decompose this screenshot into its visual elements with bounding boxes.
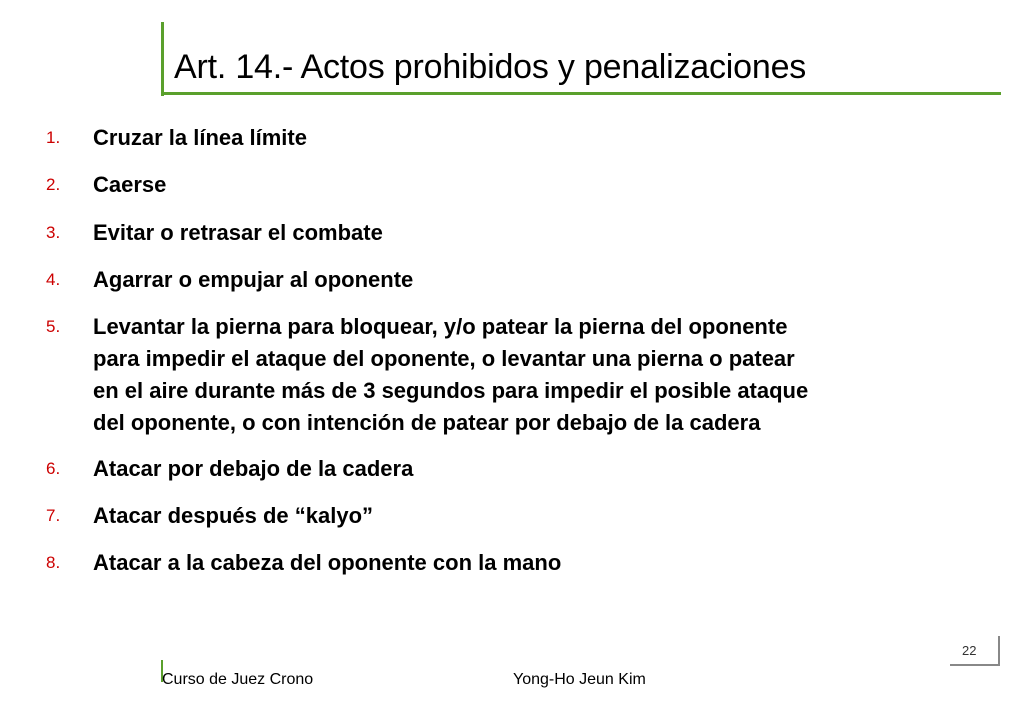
title-accent-vertical-line [161, 22, 164, 96]
list-item-line: Levantar la pierna para bloquear, y/o patear la pierna del oponente [93, 314, 788, 339]
list-item-line: Atacar después de “kalyo” [93, 503, 374, 528]
title-accent-underline [161, 92, 1001, 95]
list-item-text [93, 169, 973, 201]
list-item-text [93, 500, 973, 532]
list-item-number: 8. [46, 553, 61, 572]
list-item-number: 7. [46, 506, 61, 525]
list-item-text [93, 547, 973, 579]
page-number-frame-vertical [998, 636, 1000, 666]
list-item-line: Agarrar o empujar al oponente [93, 267, 414, 292]
footer-course-name: Curso de Juez Crono [162, 671, 314, 688]
slide-title: Art. 14.- Actos prohibidos y penalizaciones [174, 48, 807, 86]
list-item-text [93, 217, 973, 249]
list-item-line: del oponente, o con intención de patear por debajo de la cadera [93, 410, 761, 435]
list-item-text [93, 122, 973, 154]
list-item-number: 4. [46, 270, 61, 289]
page-number: 22 [962, 643, 977, 658]
list-item-number: 5. [46, 317, 61, 336]
list-item-text [93, 264, 973, 296]
list-item-text [93, 311, 973, 439]
list-item-line: Cruzar la línea límite [93, 125, 307, 150]
list-item-number: 3. [46, 223, 61, 242]
list-item-number: 6. [46, 459, 61, 478]
list-item-line: Atacar a la cabeza del oponente con la mano [93, 550, 562, 575]
page-number-frame-horizontal [950, 664, 1000, 666]
list-item-line: Atacar por debajo de la cadera [93, 456, 414, 481]
list-item-line: Evitar o retrasar el combate [93, 220, 383, 245]
list-item-number: 2. [46, 175, 61, 194]
footer-author: Yong-Ho Jeun Kim [513, 671, 646, 688]
list-item-line: en el aire durante más de 3 segundos para impedir el posible ataque [93, 378, 809, 403]
list-item-number: 1. [46, 128, 61, 147]
list-item-line: para impedir el ataque del oponente, o levantar una pierna o patear [93, 346, 795, 371]
list-item-line: Caerse [93, 172, 167, 197]
list-item-text [93, 453, 973, 485]
